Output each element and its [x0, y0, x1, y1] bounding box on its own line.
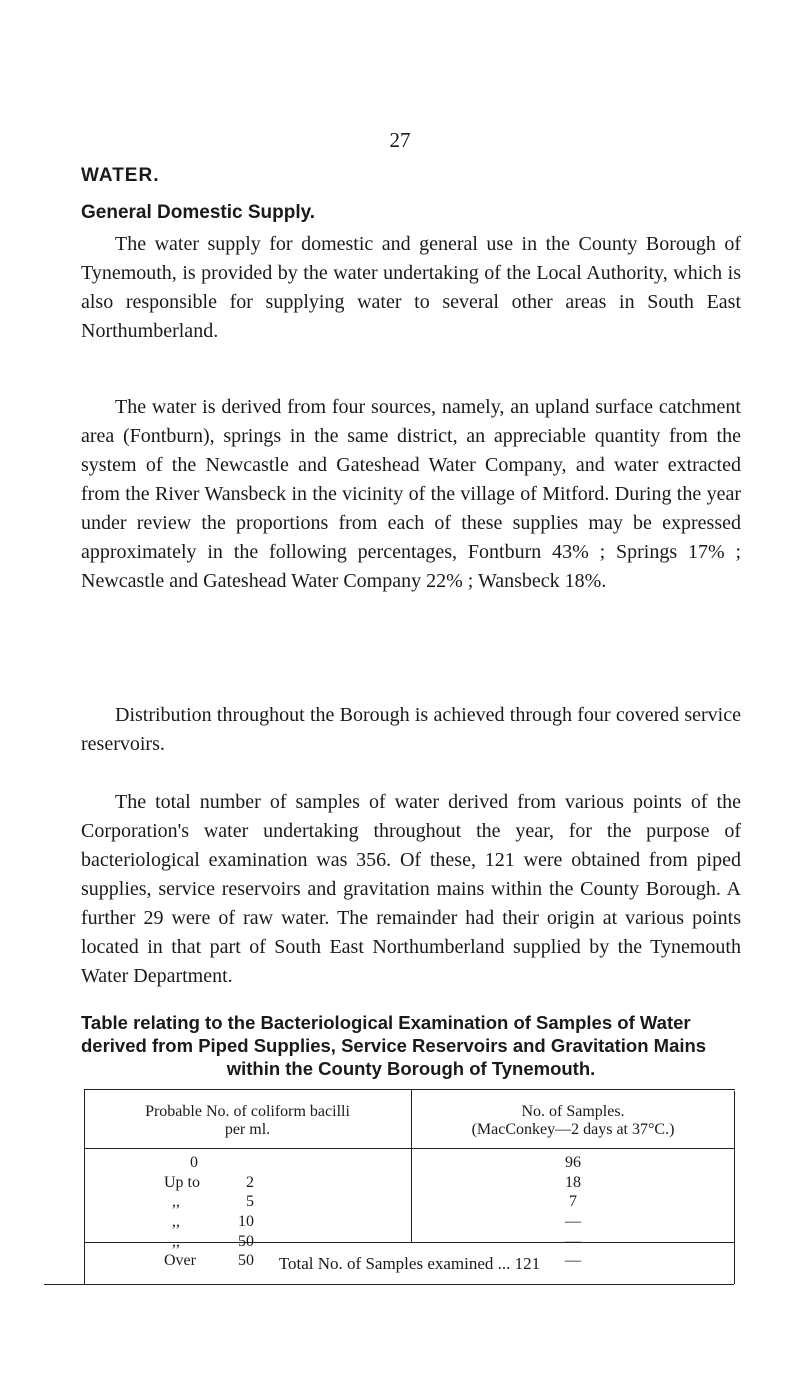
row-count: 7	[569, 1193, 577, 1211]
paragraph-water-sources: The water is derived from four sources, namely, an upland surface catchment area (Fontburn), springs in the same district, an appreciable quantity from the system of the Newcastle and Gateshead Water Company, and water extracted from the River Wansbeck in the vicinity of the village of Mitford. During the year under review the proportions from each of these supplies may be expressed approximately in the following percentages, Fontburn 43% ; Springs 17% ; Newcastle and Gateshead Water Company 22% ; Wansbeck 18%.	[81, 396, 741, 592]
column-header-coliform-line-1: Probable No. of coliform bacilli	[145, 1103, 350, 1120]
table-heading	[81, 1011, 741, 1080]
row-prefix: ,,	[172, 1193, 180, 1211]
row-prefix: Up to	[164, 1173, 200, 1191]
row-prefix: ,,	[172, 1232, 180, 1250]
row-range: 2	[246, 1173, 254, 1191]
row-count: —	[565, 1252, 581, 1270]
column-header-samples-line-2: (MacConkey—2 days at 37°C.)	[471, 1121, 675, 1138]
row-count: —	[565, 1232, 581, 1250]
column-header-samples-line-1: No. of Samples.	[521, 1103, 625, 1120]
row-range: 10	[238, 1213, 254, 1231]
table-bottom-rule	[44, 1284, 734, 1285]
paragraph-supply-overview: The water supply for domestic and general use in the County Borough of Tynemouth, is provided by the water undertaking of the Local Authority, which is also responsible for supplying water to several other areas in South East Northumberland.	[81, 233, 741, 342]
row-range: 0	[190, 1154, 198, 1171]
section-title: WATER.	[81, 165, 160, 186]
total-label: Total No. of Samples examined ...	[278, 1254, 511, 1273]
table-header-rule	[84, 1148, 735, 1149]
bacteriological-table	[84, 1089, 735, 1284]
page-number: 27	[389, 128, 411, 152]
row-count: 96	[565, 1154, 581, 1171]
subsection-title: General Domestic Supply.	[81, 202, 316, 223]
row-count: —	[565, 1213, 581, 1231]
row-range: 50	[238, 1252, 254, 1270]
column-header-coliform	[84, 1103, 411, 1139]
column-header-coliform-line-2: per ml.	[224, 1121, 271, 1138]
row-prefix: ,,	[172, 1213, 180, 1231]
table-heading-line-1: Table relating to the Bacteriological Examination of Samples of Water	[81, 1012, 691, 1033]
row-range: 50	[238, 1232, 254, 1250]
row-count: 18	[565, 1173, 581, 1191]
row-range-column	[190, 1153, 254, 1271]
table-heading-line-3: within the County Borough of Tynemouth.	[226, 1058, 596, 1079]
row-range: 5	[246, 1193, 254, 1211]
table-heading-line-2: derived from Piped Supplies, Service Reservoirs and Gravitation Mains	[81, 1035, 707, 1056]
row-prefix: Over	[164, 1252, 196, 1270]
paragraph-sample-totals: The total number of samples of water derived from various points of the Corporation's water undertaking throughout the year, for the purpose of bacteriological examination was 356. Of these, 121 were obtained from piped supplies, service reservoirs and gravitation mains within the County Borough. A further 29 were of raw water. The remainder had their origin at various points located in that part of South East Northumberland supplied by the Tynemouth Water Department.	[81, 791, 741, 987]
paragraph-distribution: Distribution throughout the Borough is achieved through four covered service reservoirs.	[81, 704, 741, 755]
total-value: 121	[514, 1254, 541, 1273]
table-total-row	[84, 1255, 735, 1273]
table-top-rule	[84, 1089, 735, 1090]
column-header-samples	[411, 1103, 735, 1139]
